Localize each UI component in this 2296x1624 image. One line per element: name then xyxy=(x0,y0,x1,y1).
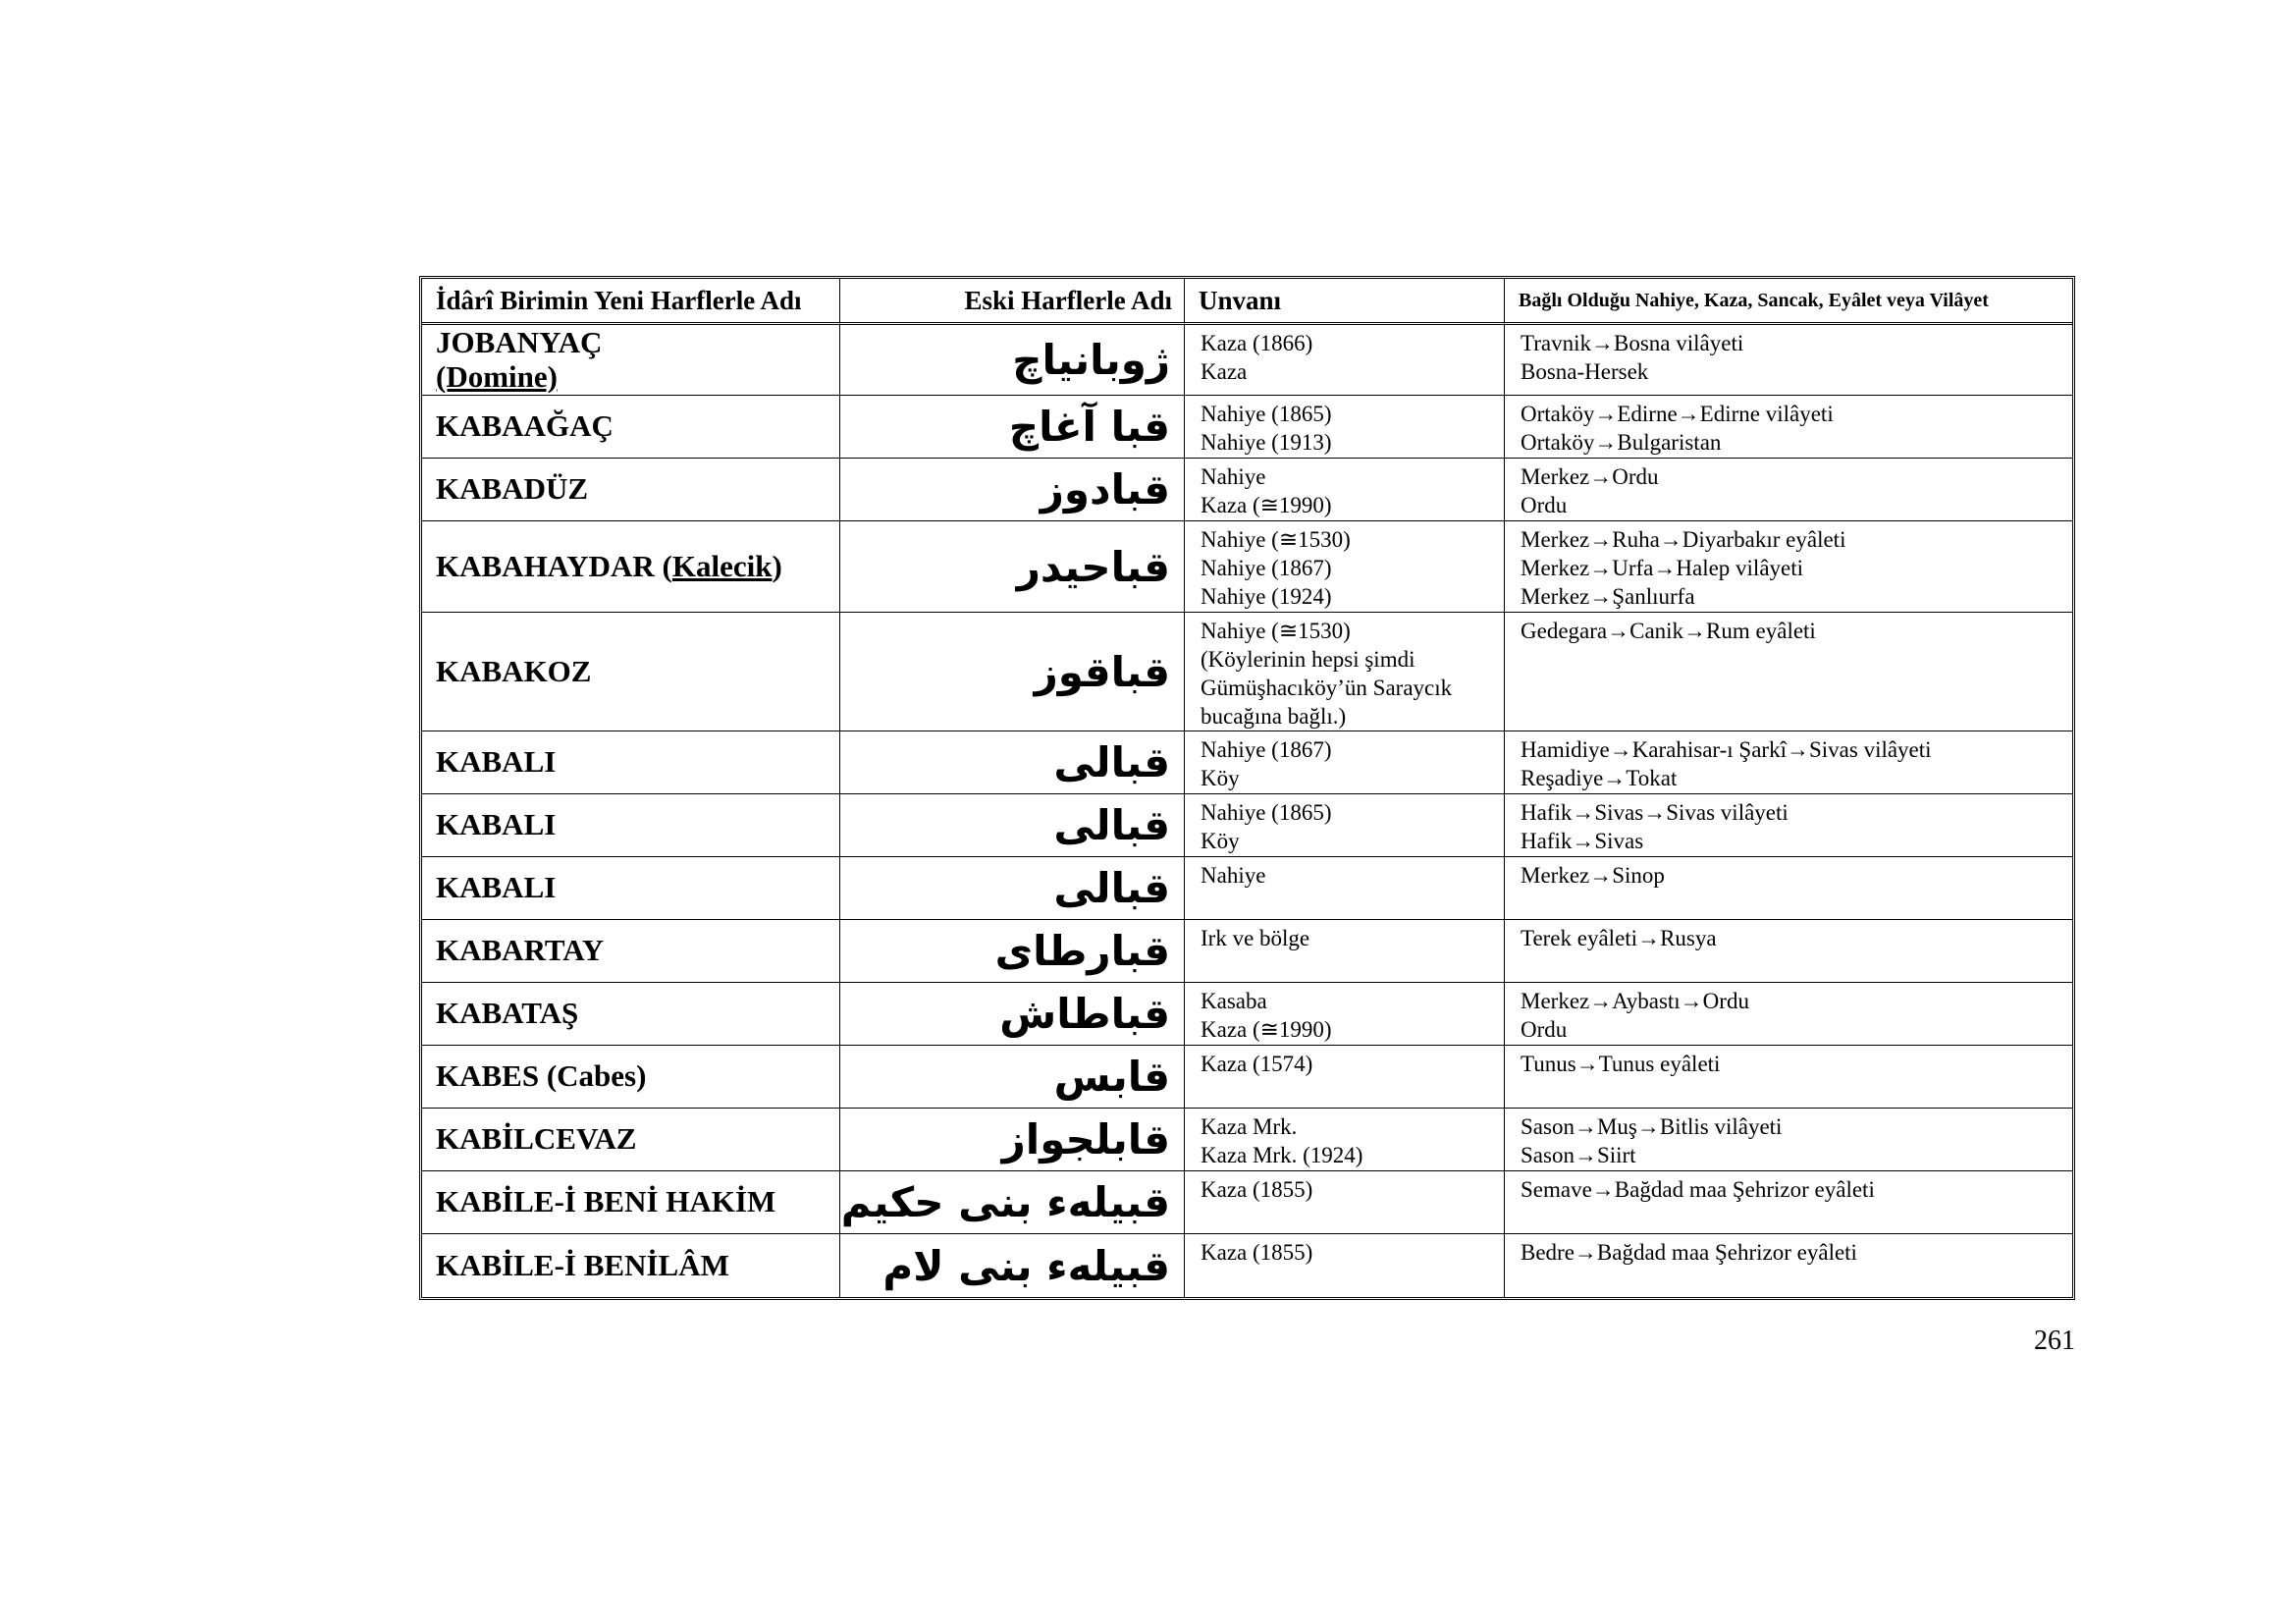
name-text: KABES (Cabes) xyxy=(436,1058,647,1094)
bagli-line: Sason→Siirt xyxy=(1521,1143,1636,1167)
cell-bagli xyxy=(1505,983,2072,1046)
cell-bagli xyxy=(1505,1171,2072,1234)
table-row xyxy=(422,1109,2072,1171)
cell-name xyxy=(422,1046,840,1109)
cell-unvan xyxy=(1185,521,1505,613)
unvan-line: Irk ve bölge xyxy=(1201,926,1310,950)
cell-eski xyxy=(840,1046,1185,1109)
cell-bagli xyxy=(1505,613,2072,731)
ottoman-name: قباحیدر xyxy=(1016,542,1170,591)
unvan-line: Köy xyxy=(1201,829,1240,853)
bagli-line: Hafik→Sivas xyxy=(1521,829,1644,853)
table-row xyxy=(422,857,2072,920)
cell-name xyxy=(422,1234,840,1297)
cell-unvan xyxy=(1185,920,1505,983)
unvan-line: Kaza Mrk. xyxy=(1201,1114,1298,1139)
bagli-line: Ortaköy→Edirne→Edirne vilâyeti xyxy=(1521,402,1834,426)
cell-eski xyxy=(840,857,1185,920)
unvan-line: Kasaba xyxy=(1201,989,1267,1013)
cell-eski xyxy=(840,983,1185,1046)
unvan-line: Nahiye (1913) xyxy=(1201,430,1332,455)
ottoman-name: قبارطای xyxy=(994,927,1170,975)
cell-name: KABAHAYDAR (Kalecik) xyxy=(422,521,840,613)
cell-eski xyxy=(840,325,1185,396)
cell-name xyxy=(422,613,840,731)
ottoman-name: قباطاش xyxy=(999,990,1170,1038)
table-body xyxy=(422,325,2072,1297)
cell-bagli xyxy=(1505,731,2072,794)
table-row xyxy=(422,325,2072,396)
cell-unvan xyxy=(1185,731,1505,794)
ottoman-name: قابس xyxy=(1053,1053,1170,1101)
name-alt: (Domine) xyxy=(436,358,558,394)
table-row xyxy=(422,731,2072,794)
ottoman-name: قبادوز xyxy=(1040,465,1170,514)
bagli-line: Ordu xyxy=(1521,1017,1568,1042)
unvan-line: Kaza (≅1990) xyxy=(1201,493,1332,517)
unvan-line: (Köylerinin hepsi şimdi xyxy=(1201,647,1415,672)
cell-unvan xyxy=(1185,983,1505,1046)
name-text: KABALI xyxy=(436,744,557,780)
cell-bagli xyxy=(1505,920,2072,983)
bagli-line: Merkez→Ruha→Diyarbakır eyâleti xyxy=(1521,527,1846,552)
name-text: KABİLCEVAZ xyxy=(436,1121,637,1157)
cell-unvan xyxy=(1185,459,1505,521)
cell-eski xyxy=(840,1171,1185,1234)
unvan-line: bucağına bağlı.) xyxy=(1201,704,1347,729)
unvan-line: Nahiye (1865) xyxy=(1201,402,1332,426)
cell-eski xyxy=(840,1109,1185,1171)
ottoman-name: قبالی xyxy=(1053,738,1170,786)
cell-name xyxy=(422,459,840,521)
header-row xyxy=(422,279,2072,325)
unvan-line: Nahiye (1867) xyxy=(1201,556,1332,580)
bagli-line: Merkez→Aybastı→Ordu xyxy=(1521,989,1749,1013)
table-row xyxy=(422,1171,2072,1234)
table-row xyxy=(422,459,2072,521)
bagli-line: Sason→Muş→Bitlis vilâyeti xyxy=(1521,1114,1783,1139)
cell-name xyxy=(422,920,840,983)
cell-name xyxy=(422,731,840,794)
unvan-line: Kaza (1855) xyxy=(1201,1177,1313,1202)
cell-name xyxy=(422,983,840,1046)
name-modern: Kalecik xyxy=(671,548,773,583)
name-text: KABİLE-İ BENİ HAKİM xyxy=(436,1184,776,1219)
cell-bagli xyxy=(1505,459,2072,521)
cell-unvan xyxy=(1185,325,1505,396)
gazetteer-table xyxy=(419,276,2075,1300)
name-text: KABATAŞ xyxy=(436,996,579,1031)
table-row xyxy=(422,396,2072,459)
bagli-line: Reşadiye→Tokat xyxy=(1521,766,1678,790)
cell-unvan xyxy=(1185,1234,1505,1297)
bagli-line: Merkez→Sinop xyxy=(1521,863,1665,888)
cell-unvan xyxy=(1185,1109,1505,1171)
table-row xyxy=(422,1046,2072,1109)
unvan-line: Gümüşhacıköy’ün Saraycık xyxy=(1201,676,1453,700)
bagli-line: Hafik→Sivas→Sivas vilâyeti xyxy=(1521,800,1789,825)
ottoman-name: قبيلهء بنى لام xyxy=(882,1241,1170,1290)
unvan-line: Nahiye (1865) xyxy=(1201,800,1332,825)
unvan-line: Nahiye (1924) xyxy=(1201,584,1332,609)
cell-name xyxy=(422,857,840,920)
bagli-line: Merkez→Şanlıurfa xyxy=(1521,584,1695,609)
cell-eski xyxy=(840,459,1185,521)
header-name: İdârî Birimin Yeni Harflerle Adı xyxy=(422,279,840,325)
cell-bagli xyxy=(1505,1109,2072,1171)
unvan-line: Nahiye (1867) xyxy=(1201,737,1332,762)
header-unvan: Unvanı xyxy=(1185,279,1505,325)
table-row xyxy=(422,794,2072,857)
cell-bagli xyxy=(1505,1234,2072,1297)
cell-name xyxy=(422,1171,840,1234)
name-text: KABAAĞAÇ xyxy=(436,408,614,444)
table-row xyxy=(422,613,2072,731)
bagli-line: Gedegara→Canik→Rum eyâleti xyxy=(1521,619,1816,643)
cell-name xyxy=(422,794,840,857)
cell-bagli xyxy=(1505,521,2072,613)
bagli-line: Terek eyâleti→Rusya xyxy=(1521,926,1717,950)
table-row xyxy=(422,920,2072,983)
cell-eski xyxy=(840,396,1185,459)
unvan-line: Kaza xyxy=(1201,359,1248,384)
bagli-line: Hamidiye→Karahisar-ı Şarkî→Sivas vilâyeti xyxy=(1521,737,1932,762)
cell-unvan xyxy=(1185,1046,1505,1109)
table-row xyxy=(422,1234,2072,1297)
unvan-line: Nahiye (≅1530) xyxy=(1201,527,1351,552)
ottoman-name: قبالی xyxy=(1053,864,1170,912)
cell-unvan xyxy=(1185,794,1505,857)
table-row xyxy=(422,521,2072,613)
cell-eski xyxy=(840,613,1185,731)
ottoman-name: قبيلهء بنى حكيم xyxy=(840,1178,1170,1226)
bagli-line: Ortaköy→Bulgaristan xyxy=(1521,430,1722,455)
ottoman-name: قبا آغاچ xyxy=(1008,403,1170,451)
name-text: KABARTAY xyxy=(436,933,605,968)
bagli-line: Semave→Bağdad maa Şehrizor eyâleti xyxy=(1521,1177,1875,1202)
ottoman-name: قابلجواز xyxy=(1001,1115,1170,1164)
cell-unvan xyxy=(1185,613,1505,731)
cell-bagli xyxy=(1505,794,2072,857)
bagli-line: Ordu xyxy=(1521,493,1568,517)
header-eski: Eski Harflerle Adı xyxy=(840,279,1185,325)
unvan-line: Nahiye xyxy=(1201,863,1266,888)
cell-eski xyxy=(840,1234,1185,1297)
unvan-line: Nahiye (≅1530) xyxy=(1201,619,1351,643)
unvan-line: Nahiye xyxy=(1201,464,1266,489)
page-number: 261 xyxy=(2034,1326,2075,1356)
ottoman-name: قبالی xyxy=(1053,801,1170,849)
bagli-line: Merkez→Ordu xyxy=(1521,464,1659,489)
unvan-line: Kaza (≅1990) xyxy=(1201,1017,1332,1042)
bagli-line: Merkez→Urfa→Halep vilâyeti xyxy=(1521,556,1804,580)
cell-bagli xyxy=(1505,857,2072,920)
cell-name xyxy=(422,325,840,396)
unvan-line: Kaza Mrk. (1924) xyxy=(1201,1143,1363,1167)
name-text: JOBANYAÇ xyxy=(436,325,603,359)
name-text: KABALI xyxy=(436,807,557,842)
unvan-line: Köy xyxy=(1201,766,1240,790)
name-text: KABİLE-İ BENİLÂM xyxy=(436,1247,729,1282)
header-bagli: Bağlı Olduğu Nahiye, Kaza, Sancak, Eyâlet veya Vilâyet xyxy=(1505,279,2072,325)
ottoman-name: ژوبانیاچ xyxy=(1012,336,1170,384)
cell-eski xyxy=(840,731,1185,794)
name-text: KABAHAYDAR xyxy=(436,548,655,583)
cell-eski xyxy=(840,521,1185,613)
cell-bagli xyxy=(1505,325,2072,396)
bagli-line: Tunus→Tunus eyâleti xyxy=(1521,1052,1721,1076)
bagli-line: Bedre→Bağdad maa Şehrizor eyâleti xyxy=(1521,1240,1857,1265)
name-text: KABALI xyxy=(436,870,557,905)
cell-unvan xyxy=(1185,1171,1505,1234)
bagli-line: Bosna-Hersek xyxy=(1521,359,1649,384)
ottoman-name: قباقوز xyxy=(1034,647,1170,696)
cell-unvan xyxy=(1185,857,1505,920)
name-text: KABAKOZ xyxy=(436,653,592,688)
unvan-line: Kaza (1855) xyxy=(1201,1240,1313,1265)
name-text: KABADÜZ xyxy=(436,471,589,507)
cell-unvan xyxy=(1185,396,1505,459)
unvan-line: Kaza (1866) xyxy=(1201,331,1313,355)
cell-bagli xyxy=(1505,396,2072,459)
cell-name xyxy=(422,1109,840,1171)
cell-eski xyxy=(840,920,1185,983)
unvan-line: Kaza (1574) xyxy=(1201,1052,1313,1076)
bagli-line: Travnik→Bosna vilâyeti xyxy=(1521,331,1744,355)
cell-name xyxy=(422,396,840,459)
cell-bagli xyxy=(1505,1046,2072,1109)
cell-eski xyxy=(840,794,1185,857)
table-row xyxy=(422,983,2072,1046)
